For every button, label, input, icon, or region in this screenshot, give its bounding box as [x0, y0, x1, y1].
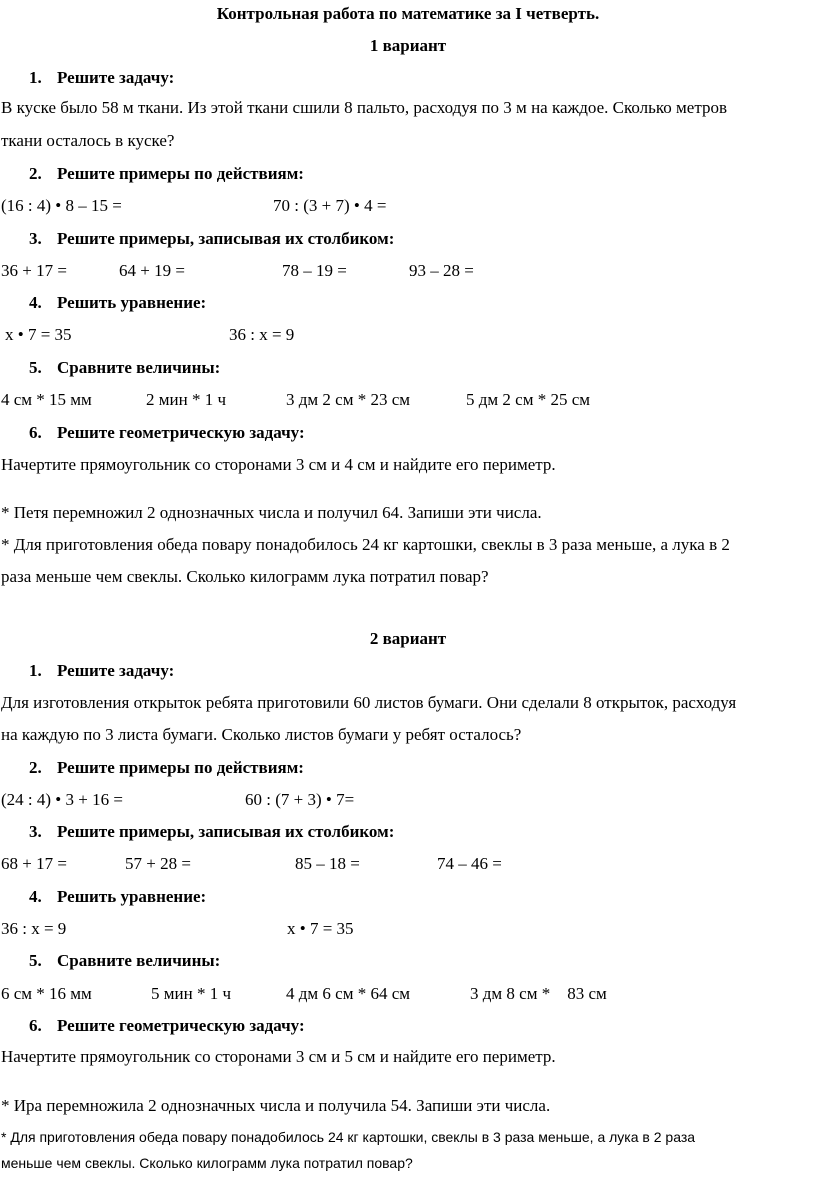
expression: (24 : 4) • 3 + 16 =	[1, 790, 123, 809]
task-3-heading: 3. Решите примеры, записывая их столбиком:	[29, 229, 395, 248]
task-6-text: Начертите прямоугольник со сторонами 3 см и 5 см и найдите его периметр.	[1, 1047, 556, 1066]
document-title: Контрольная работа по математике за I четверть.	[216, 4, 600, 23]
expression: 57 + 28 =	[125, 854, 191, 873]
task-4-heading: 4. Решить уравнение:	[29, 293, 207, 312]
expression: 70 : (3 + 7) • 4 =	[273, 196, 387, 215]
comparison: 2 мин * 1 ч	[146, 390, 227, 409]
equation: x • 7 = 35	[287, 919, 354, 938]
task-1-heading: 1. Решите задачу:	[29, 68, 175, 87]
task-1-heading: 1. Решите задачу:	[29, 661, 175, 680]
comparison: 5 дм 2 см * 25 см	[466, 390, 591, 409]
bonus-task-2-line-2: меньше чем свеклы. Сколько килограмм лука потратил повар?	[1, 1155, 413, 1171]
bonus-task-2-line-1: * Для приготовления обеда повару понадобилось 24 кг картошки, свеклы в 3 раза меньше, а лука в 2 раза	[1, 1129, 696, 1145]
comparison: 4 см * 15 мм	[1, 390, 92, 409]
expression: 93 – 28 =	[409, 261, 474, 280]
task-5-heading: 5. Сравните величины:	[29, 358, 221, 377]
bonus-task-1: * Ира перемножила 2 однозначных числа и получила 54. Запиши эти числа.	[1, 1096, 551, 1115]
variant-2-heading: 2 вариант	[369, 629, 447, 648]
expression: 68 + 17 =	[1, 854, 67, 873]
comparison: 5 мин * 1 ч	[151, 984, 232, 1003]
equation: 36 : x = 9	[1, 919, 67, 938]
task-1-line-2: на каждую по 3 листа бумаги. Сколько листов бумаги у ребят осталось?	[1, 725, 522, 744]
equation: 36 : x = 9	[229, 325, 295, 344]
expression: 85 – 18 =	[295, 854, 360, 873]
comparison: 6 см * 16 мм	[1, 984, 92, 1003]
task-2-heading: 2. Решите примеры по действиям:	[29, 758, 304, 777]
task-1-line-1: Для изготовления открыток ребята приготовили 60 листов бумаги. Они сделали 8 открыток, расходуя	[1, 693, 737, 712]
task-2-heading: 2. Решите примеры по действиям:	[29, 164, 304, 183]
expression: (16 : 4) • 8 – 15 =	[1, 196, 122, 215]
task-6-text: Начертите прямоугольник со сторонами 3 см и 4 см и найдите его периметр.	[1, 455, 556, 474]
comparison: 3 дм 8 см * 83 см	[470, 984, 607, 1003]
task-1-line-2: ткани осталось в куске?	[1, 131, 175, 150]
task-6-heading: 6. Решите геометрическую задачу:	[29, 1016, 305, 1035]
expression: 60 : (7 + 3) • 7=	[245, 790, 355, 809]
task-1-line-1: В куске было 58 м ткани. Из этой ткани сшили 8 пальто, расходуя по 3 м на каждое. Сколько метров	[1, 98, 728, 117]
expression: 36 + 17 =	[1, 261, 67, 280]
task-4-heading: 4. Решить уравнение:	[29, 887, 207, 906]
equation: x • 7 = 35	[5, 325, 72, 344]
comparison: 3 дм 2 см * 23 см	[286, 390, 411, 409]
task-6-heading: 6. Решите геометрическую задачу:	[29, 423, 305, 442]
comparison: 4 дм 6 см * 64 см	[286, 984, 411, 1003]
task-3-heading: 3. Решите примеры, записывая их столбиком:	[29, 822, 395, 841]
bonus-task-2-line-1: * Для приготовления обеда повару понадобилось 24 кг картошки, свеклы в 3 раза меньше, а лука в 2	[1, 535, 730, 554]
variant-1-heading: 1 вариант	[369, 36, 447, 55]
bonus-task-2-line-2: раза меньше чем свеклы. Сколько килограмм лука потратил повар?	[1, 567, 489, 586]
expression: 78 – 19 =	[282, 261, 347, 280]
task-5-heading: 5. Сравните величины:	[29, 951, 221, 970]
expression: 64 + 19 =	[119, 261, 185, 280]
expression: 74 – 46 =	[437, 854, 502, 873]
bonus-task-1: * Петя перемножил 2 однозначных числа и получил 64. Запиши эти числа.	[1, 503, 542, 522]
